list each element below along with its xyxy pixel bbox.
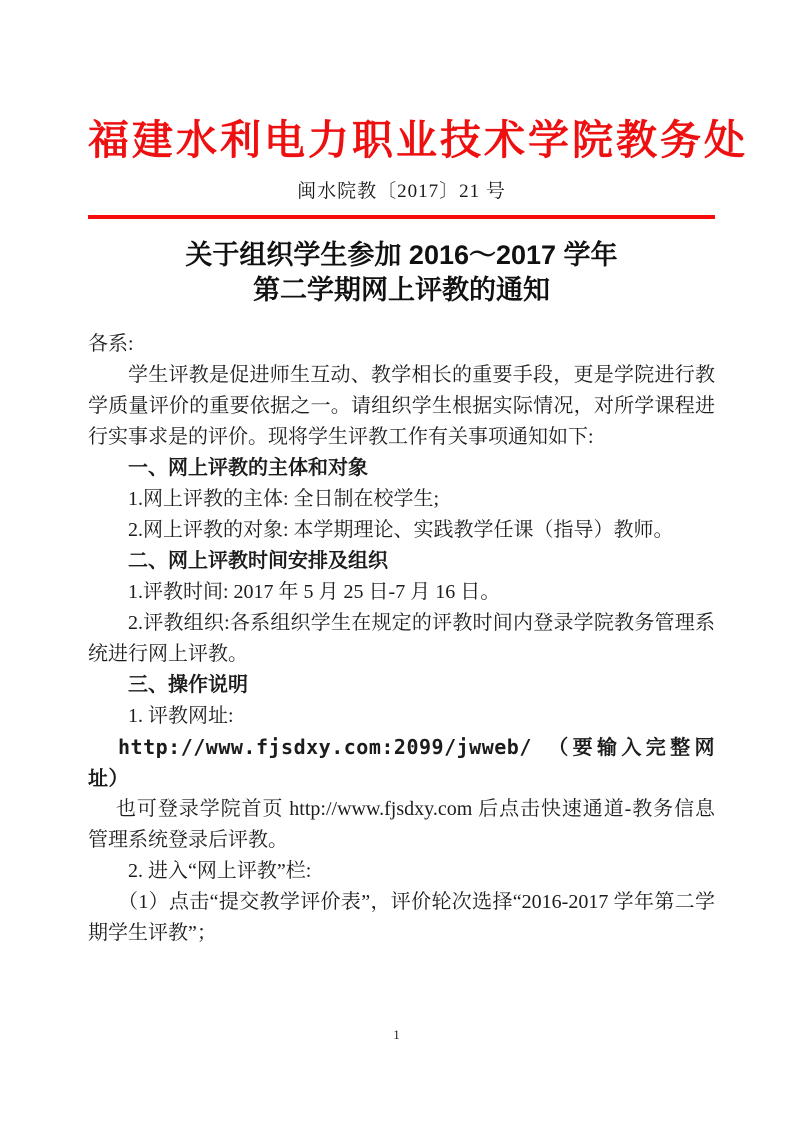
paragraph: 三、操作说明: [128, 674, 248, 696]
paragraph: 1.评教时间: 2017 年 5 月 25 日-7 月 16 日。: [128, 581, 501, 603]
notice-title-line1: 关于组织学生参加 2016～2017 学年: [185, 240, 618, 270]
red-divider-line: [88, 215, 715, 219]
paragraph: 二、网上评教时间安排及组织: [128, 550, 388, 572]
paragraph: 各系:: [88, 333, 134, 355]
paragraph: 1. 评教网址:: [128, 705, 234, 727]
paragraph: 2. 进入“网上评教”栏:: [128, 860, 312, 882]
paragraph: 1.网上评教的主体: 全日制在校学生;: [128, 488, 440, 510]
paragraph: 2.评教组织:各系组织学生在规定的评教时间内登录学院教务管理系统进行网上评教。: [88, 612, 715, 665]
paragraph: 一、网上评教的主体和对象: [128, 457, 368, 479]
paragraph: 2.网上评教的对象: 本学期理论、实践教学任课（指导）教师。: [128, 519, 674, 541]
paragraph: （1）点击“提交教学评价表”，评价轮次选择“2016-2017 学年第二学期学生评教”；: [88, 891, 715, 944]
document-number: 闽水院教〔2017〕21 号: [297, 181, 506, 202]
paragraph: http://www.fjsdxy.com:2099/jwweb/ （要输入完整网址）: [88, 735, 715, 790]
notice-title: [88, 238, 715, 308]
paragraph: 也可登录学院首页 http://www.fjsdxy.com 后点击快速通道-教务信息管理系统登录后评教。: [88, 798, 715, 851]
paragraph: 学生评教是促进师生互动、教学相长的重要手段，更是学院进行教学质量评价的重要依据之一。请组织学生根据实际情况，对所学课程进行实事求是的评价。现将学生评教工作有关事项通知如下:: [88, 364, 715, 448]
document-body: [88, 329, 715, 949]
organization-title: 福建水利电力职业技术学院教务处: [88, 117, 748, 163]
notice-title-line2: 第二学期网上评教的通知: [253, 275, 550, 305]
page-number: 1: [393, 1027, 400, 1042]
